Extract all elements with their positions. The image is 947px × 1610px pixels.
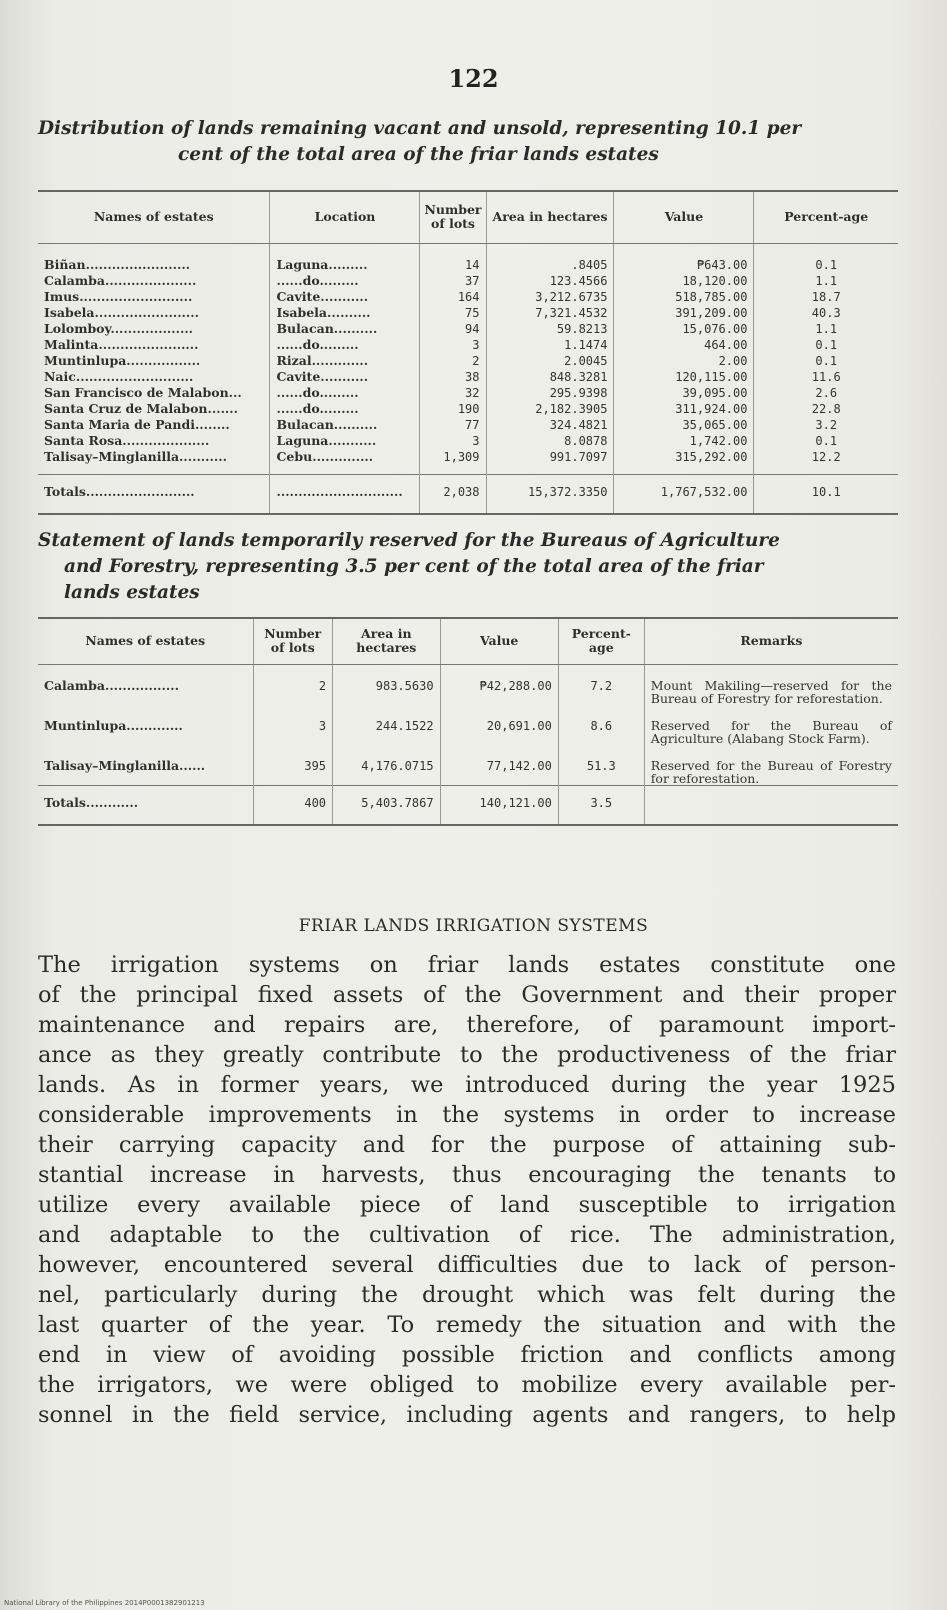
lots: 2 — [420, 352, 486, 368]
totals-label: Totals......................... — [38, 474, 270, 514]
area: 2.0045 — [486, 352, 614, 368]
lots: 14 — [420, 243, 486, 272]
totals-percentage: 3.5 — [558, 785, 644, 825]
area: 991.7097 — [486, 448, 614, 475]
col-header-names: Names of estates — [38, 191, 270, 243]
totals-percentage: 10.1 — [754, 474, 898, 514]
table2-totals-row — [38, 785, 898, 825]
table-row — [38, 448, 898, 475]
lots: 37 — [420, 272, 486, 288]
table-row — [38, 368, 898, 384]
estate-name: Biñan........................ — [38, 243, 270, 272]
estate-name: Calamba................. — [38, 664, 253, 705]
area: 59.8213 — [486, 320, 614, 336]
totals-label: Totals............ — [38, 785, 253, 825]
table-row — [38, 288, 898, 304]
lots: 1,309 — [420, 448, 486, 475]
vacant-lands-table — [38, 190, 898, 515]
percentage: 1.1 — [815, 321, 838, 336]
value: 391,209.00 — [614, 304, 754, 320]
body-line: of the principal fixed assets of the Government and their proper — [38, 982, 896, 1008]
area: 123.4566 — [486, 272, 614, 288]
body-line: nel, particularly during the drought which was felt during the — [38, 1282, 896, 1308]
area: 2,182.3905 — [486, 400, 614, 416]
estate-name: Santa Cruz de Malabon....... — [38, 400, 270, 416]
area: 8.0878 — [486, 432, 614, 448]
lots: 164 — [420, 288, 486, 304]
totals-location: ............................. — [270, 474, 420, 514]
table-row — [38, 416, 898, 432]
body-line: maintenance and repairs are, therefore, of paramount import- — [38, 1012, 896, 1038]
reserved-lands-table — [38, 617, 898, 826]
area: 848.3281 — [486, 368, 614, 384]
body-line: utilize every available piece of land susceptible to irrigation — [38, 1192, 896, 1218]
estate-name: Imus.......................... — [38, 288, 270, 304]
table2-caption-line3: lands estates — [64, 582, 200, 603]
percentage: 51.3 — [558, 745, 644, 786]
estate-name: Calamba..................... — [38, 272, 270, 288]
table1-caption-line1: Distribution of lands remaining vacant and unsold, representing 10.1 per — [38, 118, 802, 139]
col-header-lots: Number of lots — [420, 191, 486, 243]
value: 315,292.00 — [614, 448, 754, 475]
body-line: ance as they greatly contribute to the productiveness of the friar — [38, 1042, 896, 1068]
body-line: end in view of avoiding possible friction and conflicts among — [38, 1342, 896, 1368]
col-header-remarks: Remarks — [644, 618, 898, 664]
col-header-location: Location — [270, 191, 420, 243]
location: ......do......... — [270, 336, 420, 352]
body-line: the irrigators, we were obliged to mobilize every available per- — [38, 1372, 896, 1398]
value: 20,691.00 — [440, 705, 558, 745]
location: Rizal............. — [270, 352, 420, 368]
percentage: 1.1 — [815, 273, 838, 288]
percentage: 3.2 — [815, 417, 838, 432]
body-line: however, encountered several difficulties due to lack of person- — [38, 1252, 896, 1278]
estate-name: Talisay–Minglanilla...... — [38, 745, 253, 786]
table-row — [38, 304, 898, 320]
area: 295.9398 — [486, 384, 614, 400]
col-header-area: Area in hectares — [333, 618, 441, 664]
lots: 94 — [420, 320, 486, 336]
percentage: 11.6 — [811, 369, 841, 384]
percentage: 0.1 — [815, 353, 838, 368]
lots: 75 — [420, 304, 486, 320]
body-line: their carrying capacity and for the purpose of attaining sub- — [38, 1132, 896, 1158]
area: 244.1522 — [333, 705, 441, 745]
value: 18,120.00 — [614, 272, 754, 288]
lots: 38 — [420, 368, 486, 384]
area: .8405 — [486, 243, 614, 272]
lots: 2 — [253, 664, 333, 705]
percentage: 2.6 — [815, 385, 838, 400]
col-header-lots: Number of lots — [253, 618, 333, 664]
col-header-value: Value — [440, 618, 558, 664]
table-row — [38, 664, 898, 705]
table-row — [38, 272, 898, 288]
footer-watermark: National Library of the Philippines 2014P0001382901213 — [4, 1599, 205, 1607]
percentage: 0.1 — [815, 433, 838, 448]
percentage: 8.6 — [558, 705, 644, 745]
percentage: 22.8 — [811, 401, 841, 416]
remarks: Mount Makiling—reserved for the Bureau of Forestry for reforestation. — [650, 677, 892, 706]
table-row — [38, 243, 898, 272]
lots: 3 — [420, 432, 486, 448]
area: 7,321.4532 — [486, 304, 614, 320]
body-line: lands. As in former years, we introduced during the year 1925 — [38, 1072, 896, 1098]
table-row — [38, 705, 898, 745]
percentage: 40.3 — [811, 305, 841, 320]
lots: 32 — [420, 384, 486, 400]
totals-lots: 2,038 — [420, 474, 486, 514]
table2-caption-line1: Statement of lands temporarily reserved for the Bureaus of Agriculture — [38, 530, 780, 551]
col-header-area: Area in hectares — [486, 191, 614, 243]
col-header-names: Names of estates — [38, 618, 253, 664]
value: ₱643.00 — [614, 243, 754, 272]
area: 4,176.0715 — [333, 745, 441, 786]
location: Cebu.............. — [270, 448, 420, 475]
area: 324.4821 — [486, 416, 614, 432]
col-header-value: Value — [614, 191, 754, 243]
location: ......do......... — [270, 272, 420, 288]
table1-caption — [38, 116, 908, 168]
value: 311,924.00 — [614, 400, 754, 416]
remarks: Reserved for the Bureau of Agriculture (Alabang Stock Farm). — [650, 717, 892, 746]
value: 2.00 — [614, 352, 754, 368]
percentage: 18.7 — [811, 289, 841, 304]
location: Cavite........... — [270, 288, 420, 304]
table-row — [38, 745, 898, 786]
location: Laguna........... — [270, 432, 420, 448]
lots: 3 — [253, 705, 333, 745]
table-row — [38, 320, 898, 336]
value: 15,076.00 — [614, 320, 754, 336]
location: Bulacan.......... — [270, 320, 420, 336]
location: Cavite........... — [270, 368, 420, 384]
table-row — [38, 352, 898, 368]
body-line: sonnel in the field service, including agents and rangers, to help — [38, 1402, 896, 1428]
body-line: last quarter of the year. To remedy the situation and with the — [38, 1312, 896, 1338]
totals-area: 15,372.3350 — [486, 474, 614, 514]
table-row — [38, 432, 898, 448]
estate-name: Santa Maria de Pandi........ — [38, 416, 270, 432]
location: Bulacan.......... — [270, 416, 420, 432]
area: 983.5630 — [333, 664, 441, 705]
lots: 395 — [253, 745, 333, 786]
body-paragraph — [38, 950, 896, 1430]
totals-lots: 400 — [253, 785, 333, 825]
percentage: 0.1 — [815, 257, 838, 272]
percentage: 0.1 — [815, 337, 838, 352]
value: 77,142.00 — [440, 745, 558, 786]
totals-remarks — [644, 785, 898, 825]
estate-name: San Francisco de Malabon... — [38, 384, 270, 400]
estate-name: Talisay–Minglanilla........... — [38, 448, 270, 475]
percentage: 7.2 — [558, 664, 644, 705]
estate-name: Santa Rosa.................... — [38, 432, 270, 448]
body-line: The irrigation systems on friar lands estates constitute one — [38, 952, 896, 978]
estate-name: Muntinlupa................. — [38, 352, 270, 368]
table-row — [38, 336, 898, 352]
estate-name: Isabela........................ — [38, 304, 270, 320]
lots: 190 — [420, 400, 486, 416]
lots: 3 — [420, 336, 486, 352]
body-line: considerable improvements in the systems in order to increase — [38, 1102, 896, 1128]
col-header-percentage: Percent-age — [558, 618, 644, 664]
table-row — [38, 384, 898, 400]
value: 120,115.00 — [614, 368, 754, 384]
location: ......do......... — [270, 384, 420, 400]
table1-totals-row — [38, 474, 898, 514]
value: 1,742.00 — [614, 432, 754, 448]
estate-name: Naic........................... — [38, 368, 270, 384]
table1-caption-line2: cent of the total area of the friar lands estates — [178, 144, 659, 165]
totals-area: 5,403.7867 — [333, 785, 441, 825]
totals-value: 1,767,532.00 — [614, 474, 754, 514]
area: 1.1474 — [486, 336, 614, 352]
totals-value: 140,121.00 — [440, 785, 558, 825]
value: ₱42,288.00 — [440, 664, 558, 705]
value: 39,095.00 — [614, 384, 754, 400]
table2-caption-line2: and Forestry, representing 3.5 per cent of the total area of the friar — [64, 556, 764, 577]
body-line: stantial increase in harvests, thus encouraging the tenants to — [38, 1162, 896, 1188]
table-row — [38, 400, 898, 416]
remarks: Reserved for the Bureau of Forestry for reforestation. — [650, 757, 892, 786]
section-title: FRIAR LANDS IRRIGATION SYSTEMS — [298, 916, 649, 936]
area: 3,212.6735 — [486, 288, 614, 304]
value: 35,065.00 — [614, 416, 754, 432]
col-header-percentage: Percent-age — [754, 191, 898, 243]
estate-name: Muntinlupa............. — [38, 705, 253, 745]
value: 464.00 — [614, 336, 754, 352]
body-line: and adaptable to the cultivation of rice. The administration, — [38, 1222, 896, 1248]
percentage: 12.2 — [811, 449, 841, 464]
value: 518,785.00 — [614, 288, 754, 304]
lots: 77 — [420, 416, 486, 432]
location: ......do......... — [270, 400, 420, 416]
location: Isabela.......... — [270, 304, 420, 320]
page-number: 122 — [448, 64, 499, 93]
location: Laguna......... — [270, 243, 420, 272]
estate-name: Lolomboy................... — [38, 320, 270, 336]
estate-name: Malinta....................... — [38, 336, 270, 352]
table2-caption — [38, 528, 908, 606]
